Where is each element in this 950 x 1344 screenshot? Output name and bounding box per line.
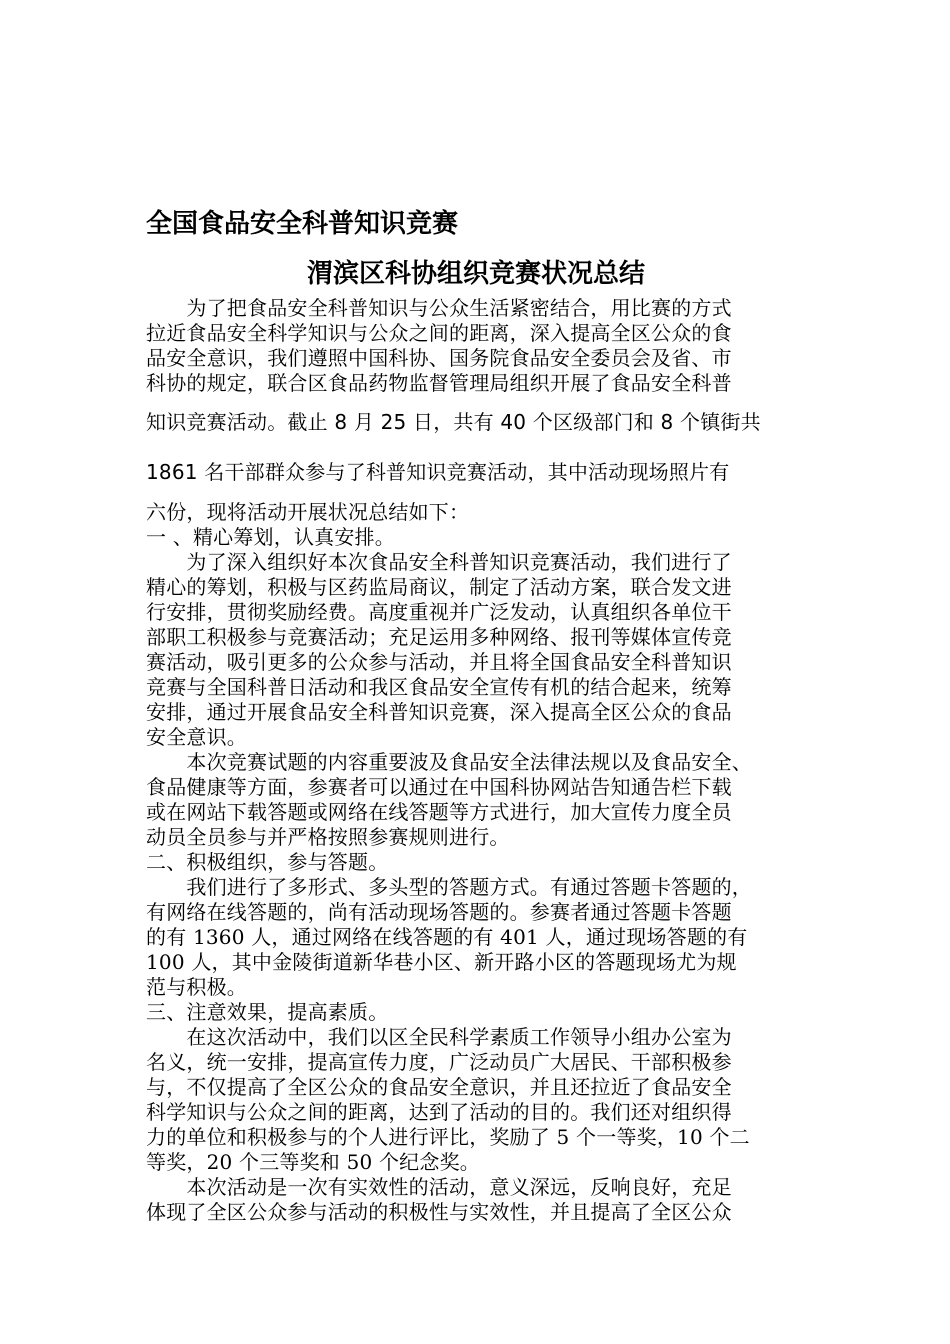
document-title-line2: 渭滨区科协组织竞赛状况总结 [306, 259, 645, 289]
text-line: 部职工积极参与竞赛活动；充足运用多种网络、报刊等媒体宣传竞 [146, 625, 732, 649]
text-line: 为了深入组织好本次食品安全科普知识竞赛活动，我们进行了 [146, 550, 732, 574]
text-line: 在这次活动中，我们以区全民科学素质工作领导小组办公室为 [146, 1025, 732, 1049]
text-line: 名义，统一安排，提高宣传力度，广泛动员广大居民、干部积极参 [146, 1050, 732, 1074]
text-line: 品安全意识，我们遵照中国科协、国务院食品安全委员会及省、市 [146, 346, 732, 370]
text-line: 为了把食品安全科普知识与公众生活紧密结合，用比赛的方式 [146, 296, 732, 320]
text-line: 或在网站下载答题或网络在线答题等方式进行，加大宣传力度全员 [146, 800, 732, 824]
text-line: 行安排，贯彻奖励经费。高度重视并广泛发动，认真组织各单位干 [146, 600, 732, 624]
text-line: 竞赛与全国科普日活动和我区食品安全宣传有机的结合起来，统筹 [146, 675, 732, 699]
document-title-line1: 全国食品安全科普知识竞赛 [146, 209, 459, 239]
text-line: 力的单位和积极参与的个人进行评比，奖励了 5 个一等奖，10 个二 [146, 1125, 750, 1149]
text-line: 等奖，20 个三等奖和 50 个纪念奖。 [146, 1150, 480, 1174]
text-line: 100 人，其中金陵街道新华巷小区、新开路小区的答题现场尤为规 [146, 950, 737, 974]
text-line: 动员全员参与并严格按照参赛规则进行。 [146, 825, 510, 849]
text-line: 有网络在线答题的，尚有活动现场答题的。参赛者通过答题卡答题 [146, 900, 732, 924]
document-page [146, 0, 826, 1344]
text-line: 我们进行了多形式、多头型的答题方式。有通过答题卡答题的， [146, 875, 752, 899]
text-line: 安全意识。 [146, 725, 247, 749]
section-heading-2: 二、积极组织，参与答题。 [146, 850, 389, 874]
text-line: 本次竞赛试题的内容重要波及食品安全法律法规以及食品安全、 [146, 750, 752, 774]
text-line: 拉近食品安全科学知识与公众之间的距离，深入提高全区公众的食 [146, 321, 732, 345]
text-line: 与，不仅提高了全区公众的食品安全意识，并且还拉近了食品安全 [146, 1075, 732, 1099]
section-heading-1: 一 、精心筹划，认真安排。 [146, 525, 395, 549]
section-heading-3: 三、注意效果，提高素质。 [146, 1000, 389, 1024]
text-line: 六份，现将活动开展状况总结如下： [146, 500, 470, 524]
text-line: 科协的规定，联合区食品药物监督管理局组织开展了食品安全科普 [146, 371, 732, 395]
text-line: 范与积极。 [146, 975, 247, 999]
text-line: 1861 名干部群众参与了科普知识竞赛活动，其中活动现场照片有 [146, 460, 730, 484]
intro-line-date [146, 410, 826, 435]
text-line: 本次活动是一次有实效性的活动，意义深远，反响良好，充足 [146, 1175, 732, 1199]
intro-paragraph [146, 296, 826, 396]
text-line: 知识竞赛活动。截止 8 月 25 日，共有 40 个区级部门和 8 个镇街共 [146, 410, 761, 434]
text-line: 科学知识与公众之间的距离，达到了活动的目的。我们还对组织得 [146, 1100, 732, 1124]
text-line: 安排，通过开展食品安全科普知识竞赛，深入提高全区公众的食品 [146, 700, 732, 724]
text-line: 食品健康等方面，参赛者可以通过在中国科协网站告知通告栏下载 [146, 775, 732, 799]
text-line: 体现了全区公众参与活动的积极性与实效性，并且提高了全区公众 [146, 1200, 732, 1224]
text-line: 精心的筹划，积极与区药监局商议，制定了活动方案，联合发文进 [146, 575, 732, 599]
text-line: 赛活动，吸引更多的公众参与活动，并且将全国食品安全科普知识 [146, 650, 732, 674]
intro-line-count [146, 460, 826, 485]
document-body [146, 500, 826, 1225]
text-line: 的有 1360 人，通过网络在线答题的有 401 人，通过现场答题的有 [146, 925, 748, 949]
